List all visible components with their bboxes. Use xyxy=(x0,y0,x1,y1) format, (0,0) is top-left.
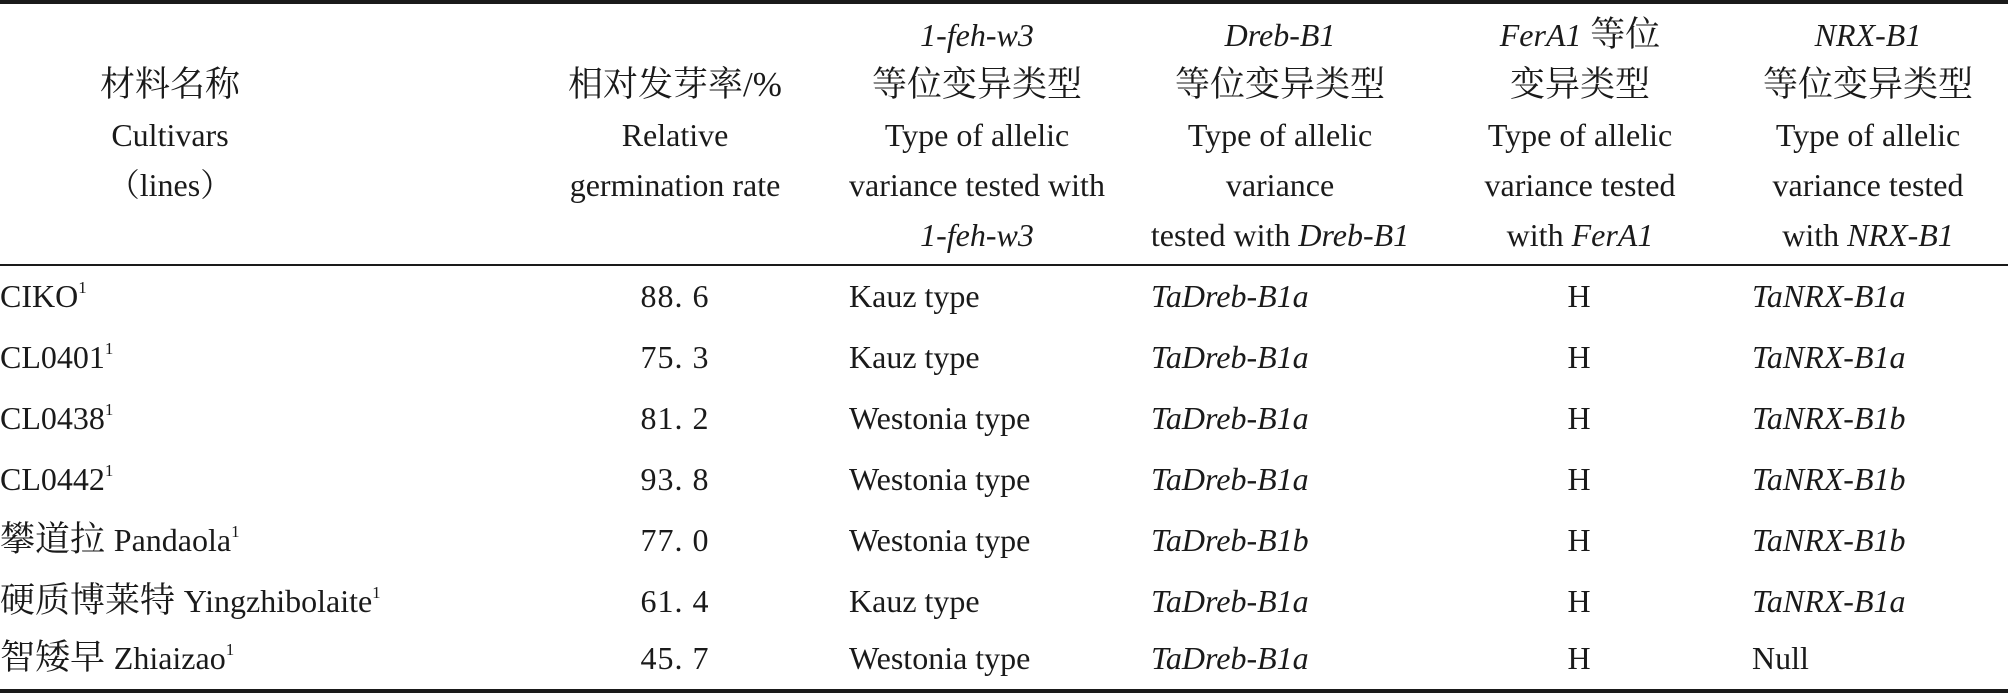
cultivar-en: CIKO xyxy=(0,278,79,314)
header-fer-en2: variance tested xyxy=(1484,167,1676,203)
cultivar-en: Pandaola xyxy=(113,522,232,558)
header-germination-en2: germination rate xyxy=(569,167,781,203)
cultivar-en: Yingzhibolaite xyxy=(183,583,373,619)
fer-cell: H xyxy=(1567,522,1591,558)
cultivar-cn: 硬质博莱特 xyxy=(0,581,184,620)
table-row xyxy=(0,266,2008,326)
footnote-mark: 1 xyxy=(104,400,114,419)
header-dreb-cn: 等位变异类型 xyxy=(1174,65,1385,104)
cultivar-cell xyxy=(0,388,113,448)
header-nrx-en1: Type of allelic xyxy=(1775,117,1961,153)
fer-cell: H xyxy=(1567,400,1591,436)
header-dreb xyxy=(1130,10,1430,260)
nrx-cell: TaNRX-B1b xyxy=(1752,400,1906,436)
header-dreb-en2: variance xyxy=(1225,167,1335,203)
dreb-cell: TaDreb-B1a xyxy=(1151,583,1309,619)
header-dreb-en3-text: tested with xyxy=(1150,217,1299,253)
header-cultivar-en: Cultivars xyxy=(111,117,229,153)
header-fer-cn: 等位 xyxy=(1581,15,1661,54)
cultivar-cell xyxy=(0,266,87,326)
footnote-mark: 1 xyxy=(372,583,381,602)
header-dreb-gene: Dreb-B1 xyxy=(1224,17,1336,53)
dreb-cell: TaDreb-B1a xyxy=(1151,461,1309,497)
nrx-cell: TaNRX-B1a xyxy=(1752,278,1906,314)
cultivar-cell xyxy=(0,449,113,509)
germination-cell: 45. 7 xyxy=(640,640,710,676)
feh-cell: Kauz type xyxy=(849,339,980,375)
table-top-rule xyxy=(0,0,2008,4)
header-cultivar-cn: 材料名称 xyxy=(99,65,240,104)
nrx-cell: Null xyxy=(1752,640,1809,676)
cultivar-cn: 攀道拉 xyxy=(0,520,114,559)
header-nrx-gene2: NRX-B1 xyxy=(1847,217,1954,253)
header-nrx-en3-text: with xyxy=(1782,217,1848,253)
table-bottom-rule xyxy=(0,689,2008,693)
header-feh-cn: 等位变异类型 xyxy=(871,65,1082,104)
cultivar-cn: 智矮早 xyxy=(0,638,114,677)
header-germination-en: Relative xyxy=(621,117,729,153)
header-feh-gene2: 1-feh-w3 xyxy=(920,217,1034,253)
header-nrx-en3 xyxy=(1782,210,1954,260)
header-fer-gene: FerA1 xyxy=(1499,17,1582,53)
header-feh-gene: 1-feh-w3 xyxy=(920,17,1034,53)
header-nrx xyxy=(1740,10,1996,260)
nrx-cell: TaNRX-B1b xyxy=(1752,522,1906,558)
header-dreb-en1: Type of allelic xyxy=(1187,117,1373,153)
header-fer-en3-text: with xyxy=(1506,217,1572,253)
footnote-mark: 1 xyxy=(231,522,240,541)
header-dreb-gene2: Dreb-B1 xyxy=(1298,217,1410,253)
dreb-cell: TaDreb-B1a xyxy=(1151,339,1309,375)
header-feh-en2: variance tested with xyxy=(849,167,1105,203)
nrx-cell: TaNRX-B1b xyxy=(1752,461,1906,497)
fer-cell: H xyxy=(1567,278,1591,314)
feh-cell: Kauz type xyxy=(849,278,980,314)
fer-cell: H xyxy=(1567,461,1591,497)
header-nrx-cn: 等位变异类型 xyxy=(1762,65,1973,104)
cultivar-cell xyxy=(0,571,381,631)
feh-cell: Westonia type xyxy=(849,640,1031,676)
germination-cell: 75. 3 xyxy=(640,339,710,375)
footnote-mark: 1 xyxy=(225,640,235,659)
germination-cell: 77. 0 xyxy=(640,522,710,558)
header-fer-gene2: FerA1 xyxy=(1571,217,1654,253)
fer-cell: H xyxy=(1567,583,1591,619)
dreb-cell: TaDreb-B1b xyxy=(1151,522,1309,558)
table-row xyxy=(0,628,2008,688)
table-row xyxy=(0,571,2008,631)
header-fer-en1: Type of allelic xyxy=(1487,117,1673,153)
header-feh xyxy=(824,10,1130,260)
header-fer xyxy=(1460,10,1700,260)
feh-cell: Westonia type xyxy=(849,461,1031,497)
header-fer-en3 xyxy=(1507,210,1654,260)
cultivar-cell xyxy=(0,510,240,570)
fer-cell: H xyxy=(1567,339,1591,375)
cultivar-en: Zhiaizao xyxy=(113,640,226,676)
header-germination xyxy=(545,10,805,260)
germination-cell: 81. 2 xyxy=(640,400,710,436)
header-feh-en1: Type of allelic xyxy=(884,117,1070,153)
header-fer-cn2: 变异类型 xyxy=(1509,65,1650,104)
header-fer-line1 xyxy=(1500,10,1661,60)
germination-cell: 88. 6 xyxy=(640,278,710,314)
table-row xyxy=(0,510,2008,570)
header-cultivar-en2: （lines） xyxy=(107,167,233,203)
fer-cell: H xyxy=(1567,640,1591,676)
header-germination-cn: 相对发芽率/% xyxy=(568,65,782,104)
dreb-cell: TaDreb-B1a xyxy=(1151,278,1309,314)
footnote-mark: 1 xyxy=(78,278,87,297)
cultivar-cell xyxy=(0,327,113,387)
header-nrx-en2: variance tested xyxy=(1772,167,1964,203)
feh-cell: Westonia type xyxy=(849,400,1031,436)
cultivar-cell xyxy=(0,628,234,688)
table-row xyxy=(0,388,2008,448)
germination-cell: 93. 8 xyxy=(640,461,710,497)
cultivar-en: CL0438 xyxy=(0,400,105,436)
header-cultivar xyxy=(0,10,340,260)
feh-cell: Kauz type xyxy=(849,583,980,619)
header-nrx-gene: NRX-B1 xyxy=(1814,17,1922,53)
cultivar-en: CL0401 xyxy=(0,339,105,375)
germination-cell: 61. 4 xyxy=(640,583,710,619)
feh-cell: Westonia type xyxy=(849,522,1031,558)
table-row xyxy=(0,449,2008,509)
header-dreb-en3 xyxy=(1151,210,1409,260)
footnote-mark: 1 xyxy=(104,461,114,480)
dreb-cell: TaDreb-B1a xyxy=(1151,640,1309,676)
dreb-cell: TaDreb-B1a xyxy=(1151,400,1309,436)
cultivar-en: CL0442 xyxy=(0,461,105,497)
nrx-cell: TaNRX-B1a xyxy=(1752,339,1906,375)
table-row xyxy=(0,327,2008,387)
nrx-cell: TaNRX-B1a xyxy=(1752,583,1906,619)
footnote-mark: 1 xyxy=(104,339,114,358)
